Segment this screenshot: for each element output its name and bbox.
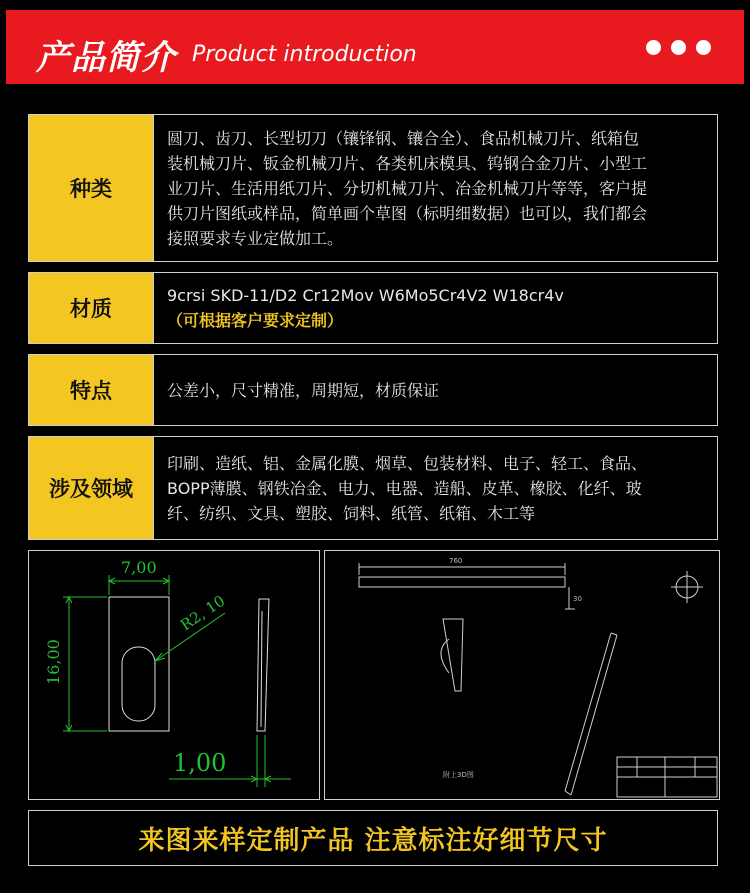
cad-drawing-right bbox=[324, 550, 720, 800]
dot-icon bbox=[646, 40, 661, 55]
content-line: 圆刀、齿刀、长型切刀（镶锋钢、镶合全）、食品机械刀片、纸箱包 bbox=[167, 128, 640, 148]
info-row-types bbox=[28, 114, 718, 262]
row-label: 材质 bbox=[29, 273, 154, 343]
content-line: 业刀片、生活用纸刀片、分切机械刀片、冶金机械刀片等等，客户提 bbox=[167, 178, 648, 198]
dim-side-label: 30 bbox=[573, 595, 582, 603]
material-note: （可根据客户要求定制） bbox=[167, 311, 344, 330]
row-content bbox=[154, 273, 717, 343]
content-line: 供刀片图纸或样品，简单画个草图（标明细数据）也可以，我们都会 bbox=[167, 203, 648, 223]
blade-profile bbox=[443, 619, 463, 691]
cad-svg-right bbox=[325, 551, 719, 799]
row-content bbox=[154, 437, 717, 539]
dim-radius-label: R2, 10 bbox=[177, 591, 229, 635]
material-list: 9crsi SKD-11/D2 Cr12Mov W6Mo5Cr4V2 W18cr4v bbox=[167, 286, 564, 305]
dim-thickness-label: 1,00 bbox=[173, 749, 227, 777]
info-row-features bbox=[28, 354, 718, 426]
info-row-fields bbox=[28, 436, 718, 540]
dot-icon bbox=[671, 40, 686, 55]
custom-order-banner: 来图来样定制产品 注意标注好细节尺寸 bbox=[28, 810, 718, 866]
blade-3d-edge bbox=[565, 633, 611, 791]
row-content bbox=[154, 115, 717, 261]
long-blade-top-view bbox=[359, 577, 565, 587]
info-row-material bbox=[28, 272, 718, 344]
blade-outline bbox=[109, 597, 169, 731]
more-dots-icon bbox=[646, 40, 711, 55]
dim-top-label: 760 bbox=[449, 557, 463, 565]
row-label: 种类 bbox=[29, 115, 154, 261]
blade-slot bbox=[122, 647, 155, 721]
note-3d-label: 附上3D图 bbox=[443, 771, 474, 779]
dim-width-label: 7,00 bbox=[121, 558, 157, 577]
content-line: 装机械刀片、钣金机械刀片、各类机床模具、钨钢合金刀片、小型工 bbox=[167, 153, 648, 173]
cad-svg-left bbox=[29, 551, 319, 799]
content-line: 纤、纺织、文具、塑胶、饲料、纸管、纸箱、木工等 bbox=[167, 503, 536, 523]
dim-height-label: 16,00 bbox=[44, 639, 63, 685]
blade-side-profile bbox=[257, 599, 269, 731]
row-label: 特点 bbox=[29, 355, 154, 425]
row-label: 涉及领域 bbox=[29, 437, 154, 539]
page-subtitle: Product introduction bbox=[192, 42, 417, 67]
content-line: 印刷、造纸、铝、金属化膜、烟草、包装材料、电子、轻工、食品、 bbox=[167, 453, 648, 473]
dot-icon bbox=[696, 40, 711, 55]
page-title: 产品简介 bbox=[36, 38, 176, 78]
features-text: 公差小，尺寸精准，周期短，材质保证 bbox=[167, 380, 440, 400]
cad-drawing-left bbox=[28, 550, 320, 800]
content-line: 接照要求专业定做加工。 bbox=[167, 228, 344, 248]
header bbox=[0, 0, 750, 80]
row-content bbox=[154, 355, 717, 425]
content-line: BOPP薄膜、钢铁冶金、电力、电器、造船、皮革、橡胶、化纤、玻 bbox=[167, 478, 642, 498]
